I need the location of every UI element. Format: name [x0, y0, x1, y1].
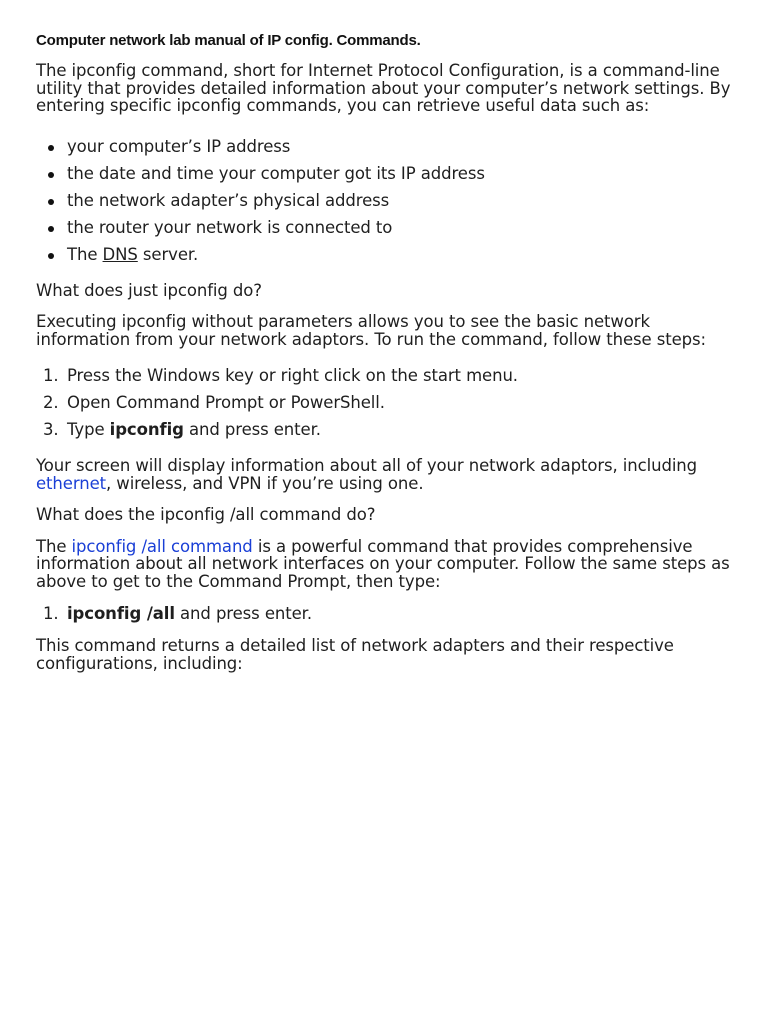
question-ipconfig-all: What does the ipconfig /all command do?	[36, 505, 376, 524]
list-item: the date and time your computer got its IP address	[36, 160, 736, 187]
step-number: 2.	[43, 393, 59, 412]
question-ipconfig: What does just ipconfig do?	[36, 280, 262, 300]
list-item: the router your network is connected to	[36, 214, 736, 241]
bullet-dot-icon	[48, 172, 54, 178]
bullet-dot-icon	[48, 199, 54, 205]
closing-paragraph: This command returns a detailed list of network adapters and their respective configurations, including:	[36, 636, 674, 673]
step-number: 3.	[43, 420, 59, 439]
ipconfig-steps-list	[36, 362, 736, 443]
intro-paragraph: The ipconfig command, short for Internet Protocol Configuration, is a command-line utility that provides detailed information about your computer’s network settings. By entering specific ipconfig commands, you can retrieve useful data such as:	[36, 61, 731, 115]
command-ipconfig: ipconfig	[109, 420, 184, 439]
answer-ipconfig: Executing ipconfig without parameters allows you to see the basic network information from your network adaptors. To run the command, follow these steps:	[36, 312, 706, 349]
ipconfig-all-link[interactable]: ipconfig /all command	[71, 536, 253, 556]
dns-link[interactable]: DNS	[102, 244, 138, 264]
ipconfig-all-steps-list	[36, 600, 736, 627]
document-page	[36, 30, 736, 672]
bullet-dot-icon	[48, 145, 54, 151]
document-title: Computer network lab manual of IP config. Commands.	[36, 32, 421, 49]
display-paragraph: Your screen will display information about all of your network adaptors, including ethernet, wireless, and VPN if you’re using one.	[36, 456, 698, 493]
bullet-dot-icon	[48, 253, 54, 259]
bullet-dot-icon	[48, 226, 54, 232]
list-item: your computer’s IP address	[36, 133, 736, 160]
answer-ipconfig-all: The ipconfig /all command is a powerful command that provides comprehensive information about all network interfaces on your computer. Follow the same steps as above to get to the Command Prompt, then type:	[36, 536, 730, 591]
step-item: 3. Type ipconfig and press enter.	[36, 416, 736, 443]
step-item: 1. ipconfig /all and press enter.	[36, 600, 736, 627]
step-item: 2. Open Command Prompt or PowerShell.	[36, 389, 736, 416]
list-item: the network adapter’s physical address	[36, 187, 736, 214]
step-number: 1.	[43, 604, 59, 623]
step-number: 1.	[43, 366, 59, 385]
ethernet-link[interactable]: ethernet	[36, 473, 107, 493]
step-item: 1. Press the Windows key or right click on the start menu.	[36, 362, 736, 389]
info-bullet-list	[36, 133, 736, 268]
list-item-dns: The DNS server.	[36, 241, 736, 268]
command-ipconfig-all: ipconfig /all	[67, 604, 175, 623]
